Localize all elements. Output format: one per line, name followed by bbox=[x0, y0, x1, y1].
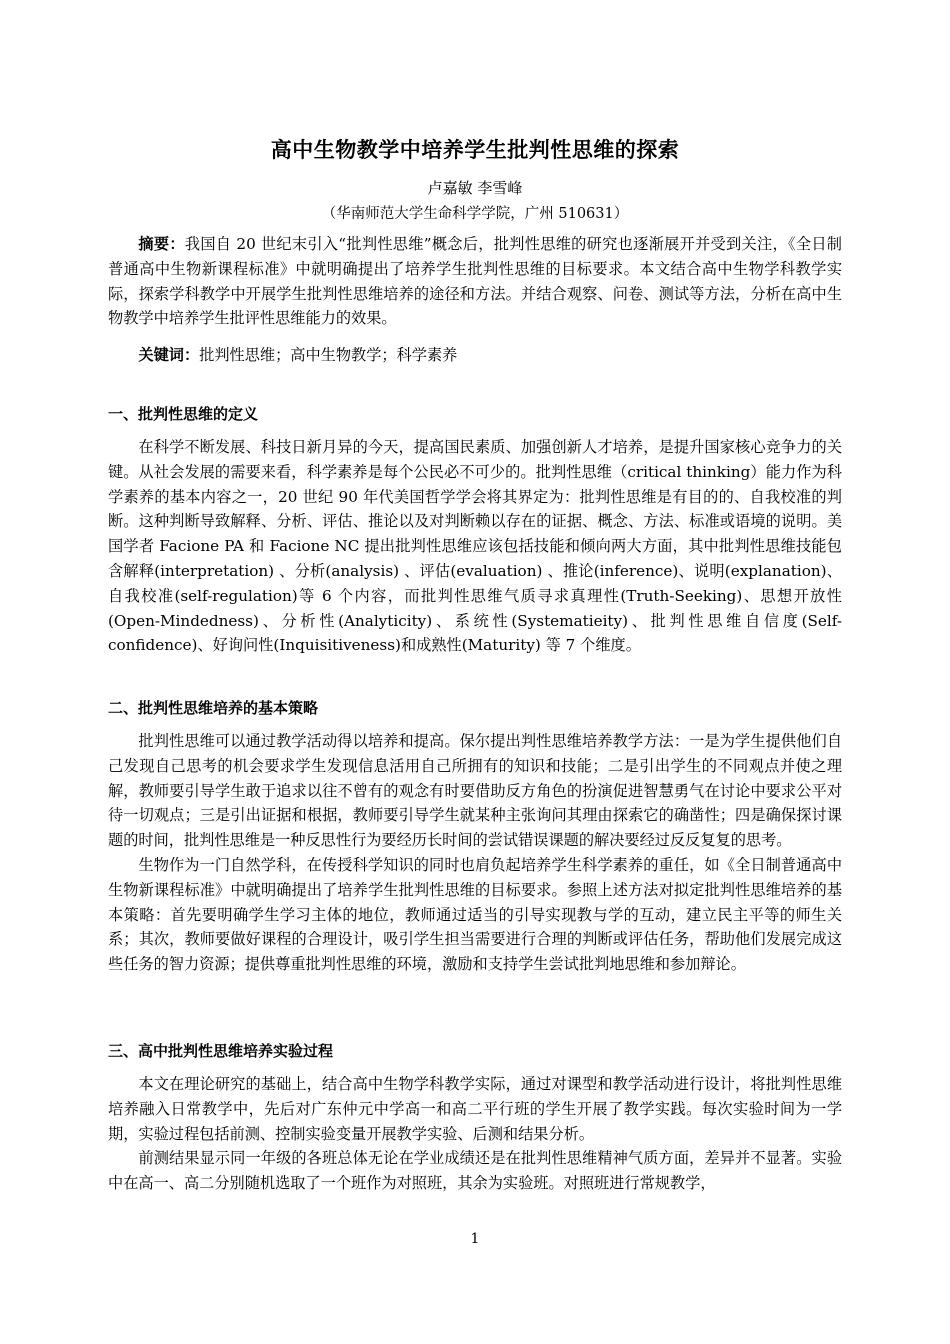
author-list: 卢嘉敏 李雪峰 bbox=[427, 179, 523, 197]
section-body bbox=[108, 435, 842, 658]
affiliation: （华南师范大学生命科学学院，广州 510631） bbox=[321, 206, 629, 222]
section-heading: 一、批判性思维的定义 bbox=[108, 405, 259, 423]
page-number: 1 bbox=[470, 1231, 480, 1247]
paragraph: 本文在理论研究的基础上，结合高中生物学科教学实际，通过对课型和教学活动进行设计，将批判性思维培养融入日常教学中，先后对广东仲元中学高一和高二平行班的学生开展了教学实践。每次实验时间为一学期，实验过程包括前测、控制实验变量开展教学实验、后测和结果分析。 bbox=[108, 1075, 842, 1143]
paper-title: 高中生物教学中培养学生批判性思维的探索 bbox=[270, 138, 680, 162]
section-body bbox=[108, 729, 842, 977]
keywords-label: 关键词： bbox=[138, 346, 200, 364]
abstract-label: 摘要： bbox=[138, 235, 185, 253]
paragraph: 生物作为一门自然学科，在传授科学知识的同时也肩负起培养学生科学素养的重任，如《全日制普通高中生物新课程标准》中就明确提出了培养学生批判性思维的目标要求。参照上述方法对拟定批判性思维培养的基本策略：首先要明确学生学习主体的地位，教师通过适当的引导实现教与学的互动，建立民主平等的师生关系；其次，教师要做好课程的合理设计，吸引学生担当需要进行合理的判断或评估任务，帮助他们发展完成这些任务的智力资源；提供尊重批判性思维的环境，激励和支持学生尝试批判地思维和参加辩论。 bbox=[108, 855, 842, 974]
abstract bbox=[108, 232, 842, 331]
keywords-text: 批判性思维；高中生物教学；科学素养 bbox=[199, 346, 458, 364]
section-heading: 三、高中批判性思维培养实验过程 bbox=[108, 1042, 334, 1060]
keywords bbox=[108, 343, 842, 368]
section-body bbox=[108, 1072, 842, 1196]
paragraph: 在科学不断发展、科技日新月异的今天，提高国民素质、加强创新人才培养，是提升国家核心竞争力的关键。从社会发展的需要来看，科学素养是每个公民必不可少的。批判性思维（critical thinking）能力作为科学素养的基本内容之一，20 世纪 90 年代美国哲学学会将其界定为：批判性思维是有目的的、自我校准的判断。这种判断导致解释、分析、评估、推论以及对判断赖以存在的证据、概念、方法、标准或语境的说明。美国学者 Facione PA 和 Facione NC 提出批判性思维应该包括技能和倾向两大方面，其中批判性思维技能包含解释(interpretation) 、分析(analysis) 、评估(evaluation) 、推论(inference)、说明(explanation)、自我校准(self-regulation)等 6 个内容，而批判性思维气质寻求真理性(Truth-Seeking)、思想开放性(Open-Mindedness)、分析性(Analyticity)、系统性(Systematieity)、批判性思维自信度(Self-confidence)、好询问性(Inquisitiveness)和成熟性(Maturity) 等 7 个维度。 bbox=[108, 438, 842, 655]
paragraph: 批判性思维可以通过教学活动得以培养和提高。保尔提出判性思维培养教学方法：一是为学生提供他们自己发现自己思考的机会要求学生发现信息活用自己所拥有的知识和技能；二是引出学生的不同观点并使之理解，教师要引导学生敢于追求以往不曾有的观念有时要借助反方角色的扮演促进智慧勇气在讨论中要求公平对待一切观点；三是引出证据和根据，教师要引导学生就某种主张询问其理由探索它的确凿性；四是确保探讨课题的时间，批判性思维是一种反思性行为要经历长时间的尝试错误课题的解决要经过反反复复的思考。 bbox=[108, 732, 842, 850]
section-heading: 二、批判性思维培养的基本策略 bbox=[108, 699, 319, 717]
paragraph: 前测结果显示同一年级的各班总体无论在学业成绩还是在批判性思维精神气质方面，差异并不显著。实验中在高一、高二分别随机选取了一个班作为对照班，其余为实验班。对照班进行常规教学， bbox=[108, 1149, 842, 1193]
abstract-text: 我国自 20 世纪末引入“批判性思维”概念后，批判性思维的研究也逐渐展开并受到关注，《全日制普通高中生物新课程标准》中就明确提出了培养学生批判性思维的目标要求。本文结合高中生物学科教学实际，探索学科教学中开展学生批判性思维培养的途径和方法。并结合观察、问卷、测试等方法，分析在高中生物教学中培养学生批评性思维能力的效果。 bbox=[108, 235, 842, 328]
